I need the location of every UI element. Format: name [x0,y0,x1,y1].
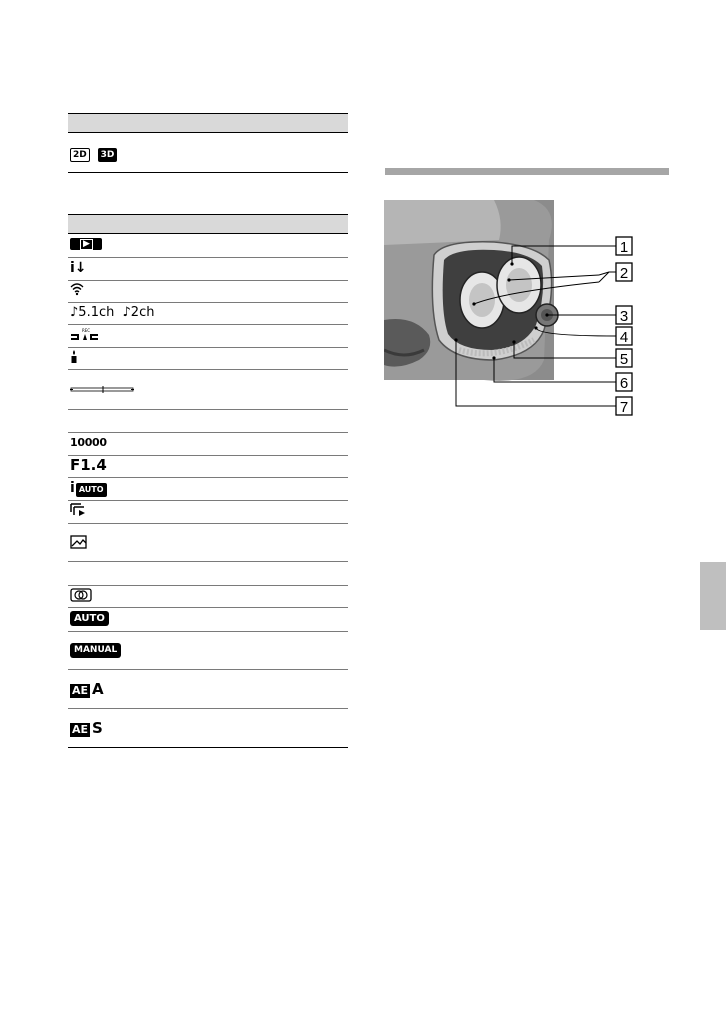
auto-badge: AUTO [70,611,109,626]
audio-5-1ch-icon: ♪5.1ch [70,305,115,320]
ae-s-suffix: S [92,719,103,737]
aperture-icon: F1.4 [70,456,107,474]
row-rule [68,455,348,456]
intelligent-auto-icon [70,481,107,497]
2d-3d-icons [70,147,117,162]
row-rule [68,669,348,670]
auto-badge: AUTO [76,483,107,497]
zoom-bar-icon [70,385,134,397]
ae-a-suffix: A [92,680,104,698]
slideshow-icon [70,503,88,519]
play-glyph: ▶ [80,239,93,250]
shutter-speed-icon: 10000 [70,436,107,449]
callout-5-label: 5 [619,351,629,368]
top-table-header [68,113,348,132]
top-table-header-rule-bottom [68,132,348,133]
aperture-priority-icon [70,682,104,698]
row-rule [68,500,348,501]
camera-lens-diagram [384,200,664,420]
callout-4-label: 4 [619,329,629,346]
2d-icon: 2D [70,148,90,162]
row-rule [68,432,348,433]
row-rule [68,708,348,709]
audio-mode-icons [70,306,154,319]
recording-mode-icon [70,328,100,344]
row-rule [68,631,348,632]
auto-badge-icon [70,611,109,626]
second-table-header [68,214,348,233]
top-table-header-rule [68,113,348,114]
row-rule [68,561,348,562]
data-code-icon: i↓ [70,260,87,276]
row-rule [68,585,348,586]
playback-icon [70,238,102,252]
callout-2-label: 2 [619,265,629,282]
manual-badge-icon [70,642,121,658]
row-rule [68,347,348,348]
photo-icon [70,534,88,552]
wifi-icon [70,282,84,298]
row-rule [68,257,348,258]
second-table-header-rule [68,214,348,215]
callout-3-label: 3 [619,308,629,325]
i-prefix: i [70,480,75,496]
shutter-priority-icon [70,721,103,737]
row-rule [68,302,348,303]
row-rule [68,324,348,325]
3d-icon: 3D [98,148,118,162]
row-rule [68,280,348,281]
section-heading-bar [385,168,669,175]
top-table-bottom-rule [68,172,348,173]
row-rule [68,409,348,410]
row-rule [68,477,348,478]
callout-1-label: 1 [619,239,629,256]
section-side-tab [700,562,726,630]
row-rule [68,523,348,524]
callout-7-label: 7 [619,399,629,416]
second-table-header-rule-bottom [68,233,348,234]
row-rule [68,369,348,370]
ae-badge: AE [72,684,89,697]
row-rule [68,607,348,608]
manual-badge: MANUAL [70,643,121,658]
face-detect-icon [70,588,92,604]
svg-text:REC: REC [82,328,91,333]
audio-2ch-icon: ♪2ch [122,305,155,320]
callout-6-label: 6 [619,375,629,392]
second-table-bottom-rule [68,747,348,748]
ae-badge: AE [72,723,89,736]
candle-icon [70,350,78,366]
